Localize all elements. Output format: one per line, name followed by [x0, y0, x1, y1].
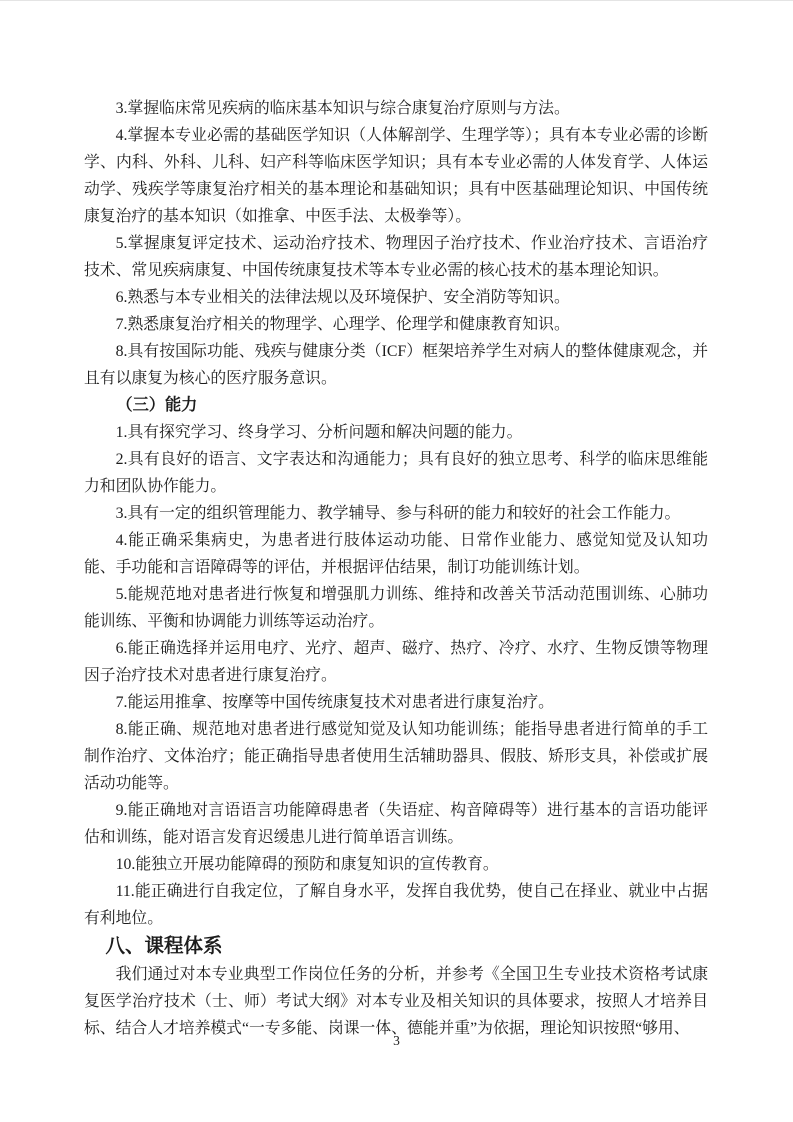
major-section-heading: 八、课程体系: [105, 935, 223, 957]
paragraph: 3.具有一定的组织管理能力、教学辅导、参与科研的能力和较好的社会工作能力。: [115, 505, 681, 522]
paragraph: 7.熟悉康复治疗相关的物理学、心理学、伦理学和健康教育知识。: [115, 316, 570, 333]
page-number: 3: [393, 1033, 400, 1048]
paragraph: 5.掌握康复评定技术、运动治疗技术、物理因子治疗技术、作业治疗技术、言语治疗技术、常见疾病康复、中国传统康复技术等本专业必需的核心技术的基本理论知识。: [84, 235, 708, 279]
paragraph: 3.掌握临床常见疾病的临床基本知识与综合康复治疗原则与方法。: [115, 100, 570, 117]
sub-section-heading: （三）能力: [116, 396, 198, 414]
paragraph: 6.能正确选择并运用电疗、光疗、超声、磁疗、热疗、冷疗、水疗、生物反馈等物理因子治疗技术对患者进行康复治疗。: [84, 640, 708, 684]
paragraph: 1.具有探究学习、终身学习、分析问题和解决问题的能力。: [115, 424, 523, 441]
paragraph: 4.掌握本专业必需的基础医学知识（人体解剖学、生理学等）；具有本专业必需的诊断学、内科、外科、儿科、妇产科等临床医学知识；具有本专业必需的人体发育学、人体运动学、残疾学等康复治疗相关的基本理论和基础知识；具有中医基础理论知识、中国传统康复治疗的基本知识（如推拿、中医手法、太极拳等）。: [84, 127, 708, 225]
paragraph: 6.熟悉与本专业相关的法律法规以及环境保护、安全消防等知识。: [115, 289, 570, 306]
document-body: [84, 95, 708, 1042]
paragraph: 我们通过对本专业典型工作岗位任务的分析，并参考《全国卫生专业技术资格考试康复医学治疗技术（士、师）考试大纲》对本专业及相关知识的具体要求，按照人才培养目标、结合人才培养模式“一专多能、岗课一体、德能并重”为依据，理论知识按照“够用、: [84, 966, 708, 1037]
paragraph: 2.具有良好的语言、文字表达和沟通能力；具有良好的独立思考、科学的临床思维能力和团队协作能力。: [84, 451, 708, 495]
page-top-edge: [0, 0, 793, 1]
paragraph: 8.能正确、规范地对患者进行感觉知觉及认知功能训练；能指导患者进行简单的手工制作治疗、文体治疗；能正确指导患者使用生活辅助器具、假肢、矫形支具，补偿或扩展活动功能等。: [84, 721, 708, 792]
paragraph: 4.能正确采集病史，为患者进行肢体运动功能、日常作业能力、感觉知觉及认知功能、手功能和言语障碍等的评估，并根据评估结果，制订功能训练计划。: [84, 532, 708, 576]
paragraph: 9.能正确地对言语语言功能障碍患者（失语症、构音障碍等）进行基本的言语功能评估和训练，能对语言发育迟缓患儿进行简单语言训练。: [84, 802, 708, 846]
paragraph: 8.具有按国际功能、残疾与健康分类（ICF）框架培养学生对病人的整体健康观念，并且有以康复为核心的医疗服务意识。: [84, 343, 708, 387]
paragraph: 10.能独立开展功能障碍的预防和康复知识的宣传教育。: [115, 856, 499, 873]
paragraph: 7.能运用推拿、按摩等中国传统康复技术对患者进行康复治疗。: [115, 694, 554, 711]
paragraph: 11.能正确进行自我定位，了解自身水平，发挥自我优势，使自己在择业、就业中占据有利地位。: [84, 883, 708, 927]
paragraph: 5.能规范地对患者进行恢复和增强肌力训练、维持和改善关节活动范围训练、心肺功能训练、平衡和协调能力训练等运动治疗。: [84, 586, 708, 630]
